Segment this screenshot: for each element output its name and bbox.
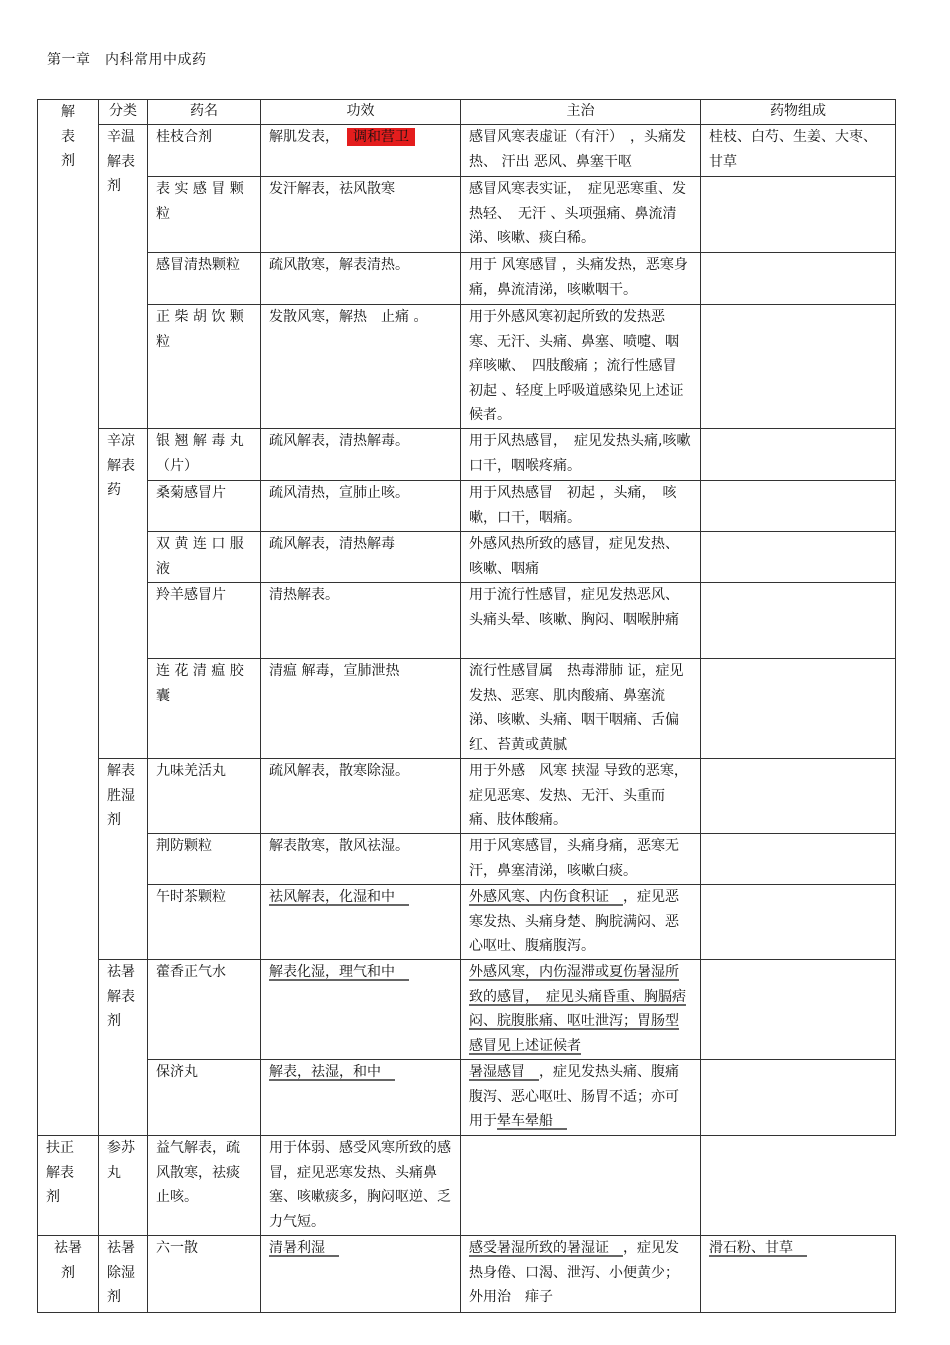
page-title: 第一章 内科常用中成药	[47, 52, 207, 68]
drug-effect: 清瘟 解毒，宣肺泄热	[261, 659, 461, 759]
header-indication: 主治	[461, 100, 701, 125]
header-drug-name: 药名	[148, 100, 261, 125]
drug-name: 藿香正气水	[148, 960, 261, 1060]
table-row	[38, 759, 896, 834]
drug-indication: 用于 风寒感冒 ，头痛发热，恶寒身痛，鼻流清涕，咳嗽咽干。	[461, 253, 701, 305]
drug-name: 连 花 清 瘟 胶囊	[148, 659, 261, 759]
header-composition: 药物组成	[701, 100, 896, 125]
table-row	[38, 583, 896, 659]
drug-composition	[701, 1060, 896, 1136]
highlight-mark: 调和营卫	[347, 128, 415, 146]
drug-name: 银 翘 解 毒 丸（片）	[148, 429, 261, 481]
table-row	[38, 960, 896, 1060]
table-row	[38, 659, 896, 759]
drug-name: 感冒清热颗粒	[148, 253, 261, 305]
drug-effect: 解表，祛湿，和中	[261, 1060, 461, 1136]
drug-name: 桂枝合剂	[148, 125, 261, 177]
drug-composition	[461, 1136, 701, 1236]
drug-name: 保济丸	[148, 1060, 261, 1136]
drug-composition: 滑石粉、甘草	[701, 1236, 896, 1313]
subcategory-qu-shu-chu-shi: 祛暑 除湿 剂	[99, 1236, 148, 1313]
drug-indication: 感冒风寒表虚证（有汗） ，头痛发热、 汗出 恶风、鼻塞干呕	[461, 125, 701, 177]
drug-composition	[701, 834, 896, 885]
drug-effect: 疏风清热，宣肺止咳。	[261, 481, 461, 532]
drug-name: 双 黄 连 口 服液	[148, 532, 261, 583]
drug-indication: 感受暑湿所致的暑湿证 ，症见发热身倦、口渴、泄泻、小便黄少；外用治 痱子	[461, 1236, 701, 1313]
drug-name: 六一散	[148, 1236, 261, 1313]
table-row	[38, 532, 896, 583]
drug-name: 参苏丸	[99, 1136, 148, 1236]
drug-effect: 疏风散寒，解表清热。	[261, 253, 461, 305]
drug-effect: 发散风寒，解热 止痛 。	[261, 305, 461, 429]
table-row	[38, 481, 896, 532]
drug-indication: 流行性感冒属 热毒滞肺 证，症见发热、恶寒、肌肉酸痛、鼻塞流涕、咳嗽、头痛、咽干咽痛、舌偏红、苔黄或黄腻	[461, 659, 701, 759]
drug-composition	[701, 960, 896, 1060]
drug-composition	[701, 481, 896, 532]
table-row	[38, 253, 896, 305]
drug-name: 表 实 感 冒 颗粒	[148, 177, 261, 253]
subcategory-xin-wen: 辛温 解表 剂	[99, 125, 148, 429]
drug-name: 九味羌活丸	[148, 759, 261, 834]
subcategory-xin-liang: 辛凉 解表 药	[99, 429, 148, 759]
drug-composition	[701, 583, 896, 659]
drug-indication: 外感风寒、内伤食积证 ，症见恶寒发热、头痛身楚、胸脘满闷、恶心呕吐、腹痛腹泻。	[461, 885, 701, 960]
drug-effect: 疏风解表，散寒除湿。	[261, 759, 461, 834]
drug-indication: 用于风热感冒 初起 ，头痛， 咳嗽，口干，咽痛。	[461, 481, 701, 532]
table-row	[38, 834, 896, 885]
table-row	[38, 429, 896, 481]
table-row	[38, 125, 896, 177]
drug-effect: 清热解表。	[261, 583, 461, 659]
drug-indication: 感冒风寒表实证， 症见恶寒重、发热轻、 无汗 、头项强痛、鼻流清涕、咳嗽、痰白稀。	[461, 177, 701, 253]
header-category: 分类	[99, 100, 148, 125]
table-row	[38, 885, 896, 960]
table-row	[38, 305, 896, 429]
drug-effect: 解表散寒，散风祛湿。	[261, 834, 461, 885]
drug-effect: 解肌发表， 调和营卫	[261, 125, 461, 177]
table-row	[38, 177, 896, 253]
drug-indication: 暑湿感冒 ，症见发热头痛、腹痛腹泻、恶心呕吐、肠胃不适；亦可用于晕车晕船	[461, 1060, 701, 1136]
drug-indication: 用于风寒感冒，头痛身痛，恶寒无汗，鼻塞清涕，咳嗽白痰。	[461, 834, 701, 885]
table-row	[38, 1136, 896, 1236]
drug-indication: 用于外感风寒初起所致的发热恶寒、无汗、头痛、鼻塞、喷嚏、咽痒咳嗽、 四肢酸痛 ；流行性感冒 初起 、轻度上呼吸道感染见上述证候者。	[461, 305, 701, 429]
drug-indication: 外感风寒，内伤湿滞或夏伤暑湿所致的感冒， 症见头痛昏重、胸膈痞闷、脘腹胀痛、呕吐泄泻；胃肠型感冒见上述证候者	[461, 960, 701, 1060]
table-row	[38, 1236, 896, 1313]
header-effect: 功效	[261, 100, 461, 125]
drug-indication: 外感风热所致的感冒，症见发热、咳嗽、咽痛	[461, 532, 701, 583]
drug-composition	[701, 759, 896, 834]
category-qu-shu-ji: 祛暑 剂	[38, 1236, 99, 1313]
drug-effect: 发汗解表，祛风散寒	[261, 177, 461, 253]
drug-indication: 用于外感 风寒 挟湿 导致的恶寒，症见恶寒、发热、无汗、头重而痛、肢体酸痛。	[461, 759, 701, 834]
drug-name: 羚羊感冒片	[148, 583, 261, 659]
drug-indication: 用于体弱、感受风寒所致的感冒，症见恶寒发热、头痛鼻塞、咳嗽痰多，胸闷呕逆、乏力气短。	[261, 1136, 461, 1236]
drug-name: 正 柴 胡 饮 颗粒	[148, 305, 261, 429]
drug-effect: 益气解表，疏风散寒，祛痰止咳。	[148, 1136, 261, 1236]
drug-composition: 桂枝、白芍、生姜、大枣、甘草	[701, 125, 896, 177]
drug-composition	[701, 305, 896, 429]
drug-effect: 疏风解表，清热解毒	[261, 532, 461, 583]
subcategory-fu-zheng: 扶正 解表 剂	[38, 1136, 99, 1236]
drug-effect: 疏风解表，清热解毒。	[261, 429, 461, 481]
drug-name: 午时茶颗粒	[148, 885, 261, 960]
drug-effect: 祛风解表，化湿和中	[261, 885, 461, 960]
drug-composition	[701, 429, 896, 481]
drug-table	[37, 99, 896, 1313]
drug-effect: 清暑利湿	[261, 1236, 461, 1313]
drug-indication: 用于流行性感冒，症见发热恶风、头痛头晕、咳嗽、胸闷、咽喉肿痛	[461, 583, 701, 659]
drug-name: 荆防颗粒	[148, 834, 261, 885]
drug-composition	[701, 885, 896, 960]
drug-composition	[701, 532, 896, 583]
drug-name: 桑菊感冒片	[148, 481, 261, 532]
subcategory-jie-biao-sheng-shi: 解表 胜湿 剂	[99, 759, 148, 960]
category-jie-biao-ji: 解 表 剂	[38, 100, 99, 1136]
drug-effect: 解表化湿，理气和中	[261, 960, 461, 1060]
table-row	[38, 1060, 896, 1136]
drug-composition	[701, 659, 896, 759]
drug-composition	[701, 177, 896, 253]
header-row	[38, 100, 896, 125]
drug-composition	[701, 253, 896, 305]
drug-indication: 用于风热感冒， 症见发热头痛,咳嗽口干，咽喉疼痛。	[461, 429, 701, 481]
subcategory-qu-shu-jie-biao: 祛暑 解表 剂	[99, 960, 148, 1136]
